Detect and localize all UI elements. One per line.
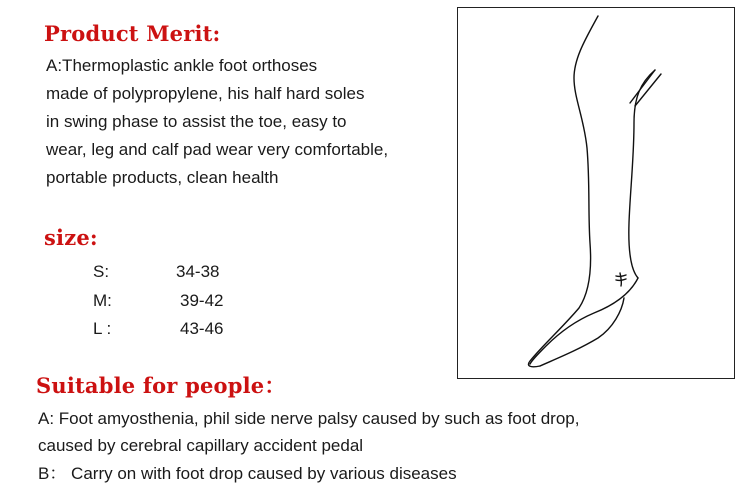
size-label: L : bbox=[93, 319, 112, 338]
size-label: S: bbox=[93, 262, 110, 281]
merit-line: portable products, clean health bbox=[46, 168, 279, 187]
size-row bbox=[93, 262, 253, 282]
merit-line: in swing phase to assist the toe, easy to bbox=[46, 112, 347, 131]
size-row bbox=[93, 291, 253, 311]
suitable-line: A: Foot amyosthenia, phil side nerve palsy caused by such as foot drop, bbox=[38, 409, 580, 428]
lower-leg-foot-illustration bbox=[458, 8, 734, 378]
leg-illustration-frame bbox=[457, 7, 735, 379]
size-label: M: bbox=[93, 291, 112, 310]
product-merit-heading: Product Merit: bbox=[44, 21, 221, 46]
suitable-for-people-heading: Suitable for people： bbox=[36, 373, 286, 398]
size-value: 34-38 bbox=[176, 262, 220, 281]
suitable-line: B： Carry on with foot drop caused by various diseases bbox=[38, 464, 457, 483]
size-value: 39-42 bbox=[180, 291, 224, 310]
merit-line: wear, leg and calf pad wear very comfortable, bbox=[46, 140, 389, 159]
merit-line: made of polypropylene, his half hard soles bbox=[46, 84, 365, 103]
merit-line: A:Thermoplastic ankle foot orthoses bbox=[46, 56, 318, 75]
suitable-line: caused by cerebral capillary accident pedal bbox=[38, 436, 364, 455]
size-row bbox=[93, 319, 253, 339]
size-heading: size: bbox=[44, 225, 98, 250]
size-value: 43-46 bbox=[180, 319, 224, 338]
